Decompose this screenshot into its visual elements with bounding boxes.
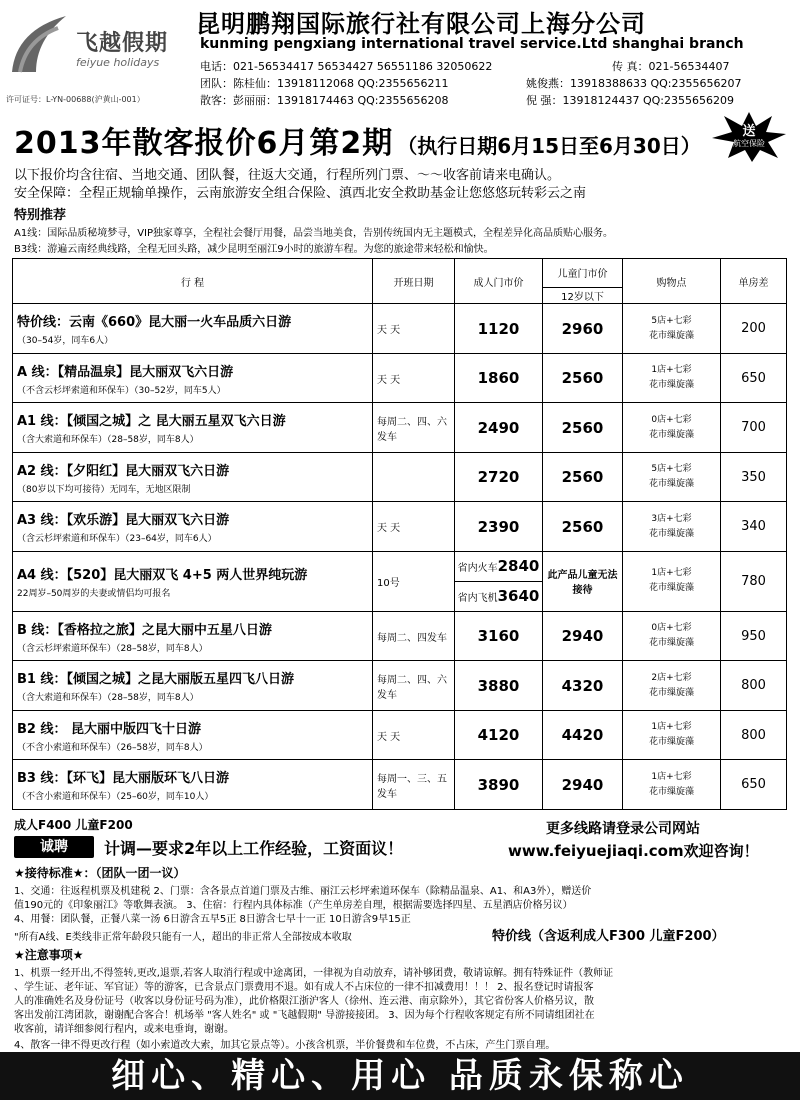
route-shop: 1店+七彩 花市缫旋藻 <box>623 353 721 403</box>
logo-brand: 飞越假期 <box>76 31 169 56</box>
hiring-badge: 诚聘 <box>14 836 94 858</box>
a4-plane-price: 省内飞机 3640 <box>457 587 540 606</box>
intro-line-1: 以下报价均含往宿、当地交通、团队餐，往返大交通，行程所列门票、～～收客前请来电确认。 <box>14 168 561 183</box>
table-row <box>13 502 787 552</box>
route-diff: 780 <box>721 552 787 612</box>
table-row <box>13 611 787 661</box>
intro-line-2: 安全保障：全程正规输单操作，云南旅游安全组合保险、滇西北安全救助基金让您悠悠玩转彩云之南 <box>14 186 587 201</box>
header-adult: 成人门市价 <box>455 259 543 304</box>
route-date: 天 天 <box>373 502 455 552</box>
route-child-price: 4320 <box>543 661 623 711</box>
fax-line: 传 真：021-56534407 <box>612 60 730 73</box>
header-child-age: 12岁以下 <box>543 287 623 304</box>
license-number: 许可证号：L-YN-00688(沪黄山-001） <box>6 95 145 104</box>
route-adult-price: 3160 <box>455 611 543 661</box>
route-diff: 650 <box>721 760 787 810</box>
notes-title: ★注意事项★ <box>14 948 84 962</box>
route-adult-price: 2720 <box>455 452 543 502</box>
route-diff: 340 <box>721 502 787 552</box>
table-row <box>13 452 787 502</box>
route-name: 特价线：云南《660》昆大丽一火车品质六日游 <box>17 315 292 331</box>
route-shop: 0店+七彩 花市缫旋藻 <box>623 403 721 453</box>
route-child-price: 2960 <box>543 304 623 354</box>
route-name: A1 线：【倾国之城】之 昆大丽五星双飞六日游 <box>17 414 286 430</box>
header-shop: 购物点 <box>623 259 721 304</box>
a4-price-split <box>455 552 542 611</box>
sanke-contact: 散客：彭丽丽：13918174463 QQ:2355656208 <box>200 94 449 107</box>
star-top-text: 送 <box>742 124 756 139</box>
table-row <box>13 353 787 403</box>
route-adult-price: 1120 <box>455 304 543 354</box>
route-shop: 2店+七彩 花市缫旋藻 <box>623 661 721 711</box>
route-diff: 950 <box>721 611 787 661</box>
route-date: 每周二、四、六发车 <box>373 661 455 711</box>
route-date <box>373 452 455 502</box>
return-prices: 成人F400 儿童F200 <box>14 818 133 832</box>
title-sub: （执行日期6月15日至6月30日） <box>397 134 701 158</box>
ni-contact: 倪 强：13918124437 QQ:2355656209 <box>526 94 734 107</box>
route-adult-price: 4120 <box>455 710 543 760</box>
route-child-price: 2560 <box>543 452 623 502</box>
phone-line: 电话：021-56534417 56534427 56551186 32050622 <box>200 60 493 73</box>
table-row <box>13 304 787 354</box>
standards-line-4: "所有A线、E类线非正常年龄段只能有一人，超出的非正常人全部按成本收取 <box>14 932 352 943</box>
route-child-price: 2560 <box>543 353 623 403</box>
route-child-price: 2560 <box>543 502 623 552</box>
standards-line-2: 值190元的《印象丽江》等歌舞表演。 3、住宿：行程内具体标准（产生单房差自理，根据需要选择四星、五星酒店价格另议） <box>14 900 573 911</box>
notes-line-1: 1、机票一经开出,不得签转,更改,退票,若客人取消行程或中途离团，一律视为自动放弃，请补够团费，敬请谅解。拥有特殊证件（教师证 <box>14 968 614 979</box>
route-diff: 700 <box>721 403 787 453</box>
route-child-price: 2940 <box>543 760 623 810</box>
a4-train-price: 省内火车 2840 <box>455 552 542 582</box>
header-diff: 单房差 <box>721 259 787 304</box>
rows-group-a <box>13 304 787 552</box>
insurance-star-badge <box>712 112 786 162</box>
company-name-en: kunming pengxiang international travel service.Ltd shanghai branch <box>200 36 744 52</box>
recommend-a1: A1线：国际品质秘境梦寻，VIP独家尊享，全程社会餐厅用餐，品尝当地美食，告别传统国内无主题模式，全程差异化高品质贴心服务。 <box>14 228 614 239</box>
website-line: 更多线路请登录公司网站 <box>546 821 700 837</box>
star-bottom-text: 航空保险 <box>733 139 765 148</box>
header-child: 儿童门市价 <box>543 259 623 288</box>
route-note: （不含小索道和环保车）（25–60岁，同车10人） <box>17 792 214 803</box>
route-shop: 1店+七彩 花市缫旋藻 <box>623 552 721 612</box>
team-contact: 团队：陈桂仙：13918112068 QQ:2355656211 <box>200 77 449 90</box>
route-note: （不含云杉坪索道和环保车）（30–52岁，同车5人） <box>17 385 226 396</box>
route-name: B3 线：【环飞】昆大丽版环飞八日游 <box>17 771 229 787</box>
route-date: 每周二、四发车 <box>373 611 455 661</box>
route-name: A4 线：【520】昆大丽双飞 4+5 两人世界纯玩游 <box>17 567 308 583</box>
route-shop: 1店+七彩 花市缫旋藻 <box>623 710 721 760</box>
standards-title: ★接待标准★：（团队一团一议） <box>14 866 186 880</box>
route-note: （含云杉坪索道和环保车）（23–64岁，同车6人） <box>17 534 217 545</box>
notes-line-4: 客出发前江湾团款，谢谢配合客合！机场举 "客人姓名" 或 "飞越假期" 导游接接团。 3、因为每个行程收客规定有所不同请组团社在 <box>14 1010 595 1021</box>
route-shop: 5店+七彩 花市缫旋藻 <box>623 452 721 502</box>
logo-english: feiyue holidays <box>76 56 160 69</box>
notes-line-6: 4、散客一律不得更改行程（如小索道改大索，加其它景点等）。小孩含机票，半价餐费和车位费，不占床，产生门票自理。 <box>14 1040 556 1051</box>
route-name: A3 线：【欢乐游】昆大丽双飞六日游 <box>17 513 230 529</box>
route-price-table <box>12 258 787 810</box>
route-diff: 800 <box>721 661 787 711</box>
route-shop: 5店+七彩 花市缫旋藻 <box>623 304 721 354</box>
route-note: （80岁以下均可接待）无同车，无地区限制 <box>17 484 191 495</box>
title-main: 2013年散客报价6月第2期 <box>14 126 394 161</box>
route-diff: 800 <box>721 710 787 760</box>
route-note: （30–54岁，同车6人） <box>17 336 114 347</box>
route-note: （含大索道和环保车）（28–58岁，同车8人） <box>17 693 199 704</box>
route-diff: 350 <box>721 452 787 502</box>
route-date: 每周二、四、六发车 <box>373 403 455 453</box>
yao-contact: 姚俊燕：13918388633 QQ:2355656207 <box>526 77 742 90</box>
route-adult-price: 3890 <box>455 760 543 810</box>
notes-line-5: 收客前，请详细参阅行程内，或来电垂询，谢谢。 <box>14 1024 234 1035</box>
recommend-b3: B3线：游遍云南经典线路，全程无回头路，减少昆明至丽江9小时的旅游车程。为您的旅途带来轻松和愉快。 <box>14 244 494 255</box>
route-shop: 3店+七彩 花市缫旋藻 <box>623 502 721 552</box>
hiring-text: 计调—要求2年以上工作经验，工资面议！ <box>104 839 404 858</box>
route-adult-price: 1860 <box>455 353 543 403</box>
standards-line-1: 1、交通：往返程机票及机建税 2、门票：含各景点首道门票及古维、丽江云杉坪索道环保车（除精品温泉、A1、和A3外），赠送价 <box>14 886 592 897</box>
rows-group-b <box>13 611 787 809</box>
route-child-price: 2940 <box>543 611 623 661</box>
route-note: （含云杉坪索道环保车）（28–58岁，同车8人） <box>17 643 208 654</box>
slogan-banner: 细心、精心、用心 品质永保称心 <box>0 1052 800 1100</box>
table-row <box>13 760 787 810</box>
special-rebate-line: 特价线（含返利成人F300 儿童F200） <box>492 929 725 944</box>
route-note: 22周岁–50周岁的夫妻或情侣均可报名 <box>17 588 171 599</box>
route-shop: 0店+七彩 花市缫旋藻 <box>623 611 721 661</box>
route-child-price: 2560 <box>543 403 623 453</box>
table-row <box>13 661 787 711</box>
company-logo <box>6 4 196 94</box>
route-date: 10号 <box>373 552 455 612</box>
route-note: （含大索道和环保车）（28–58岁，同车8人） <box>17 435 199 446</box>
route-name: B 线：【香格拉之旅】之昆大丽中五星八日游 <box>17 622 272 638</box>
route-diff: 200 <box>721 304 787 354</box>
recommend-title: 特别推荐 <box>14 208 67 223</box>
table-row-a4 <box>13 552 787 612</box>
route-name: B2 线： 昆大丽中版四飞十日游 <box>17 721 202 737</box>
website-url[interactable]: www.feiyuejiaqi.com欢迎咨询！ <box>508 842 759 860</box>
route-date: 天 天 <box>373 353 455 403</box>
route-child-price: 4420 <box>543 710 623 760</box>
route-diff: 650 <box>721 353 787 403</box>
a4-child-note: 此产品儿童无法接待 <box>543 552 623 612</box>
table-header-row <box>13 259 787 288</box>
route-note: （不含小索道和环保车）（26–58岁，同车8人） <box>17 742 208 753</box>
table-row <box>13 710 787 760</box>
route-shop: 1店+七彩 花市缫旋藻 <box>623 760 721 810</box>
header <box>0 0 800 108</box>
notes-line-3: 人的准确姓名及身份证号（收客以身份证号码为准），此价格限江浙沪客人（徐州、连云港、南京除外），其它省份客人价格另议，散 <box>14 996 594 1007</box>
company-name-cn: 昆明鹏翔国际旅行社有限公司上海分公司 <box>196 9 646 38</box>
notes-line-2: 、学生证、老年证、军官证）等的游客，已含景点门票费用不退。如有成人不占床位的一律不扣减费用！！！ 2、报名登记时请报客 <box>14 982 594 993</box>
route-adult-price: 3880 <box>455 661 543 711</box>
header-route: 行 程 <box>13 259 373 304</box>
route-date: 天 天 <box>373 304 455 354</box>
route-date: 每周一、三、五发车 <box>373 760 455 810</box>
route-name: A2 线：【夕阳红】昆大丽双飞六日游 <box>17 463 230 479</box>
route-name: A 线：【精品温泉】昆大丽双飞六日游 <box>17 364 234 380</box>
standards-line-3: 4、用餐：团队餐，正餐八菜一汤 6日游含五早5正 8日游含七早十一正 10日游含9早15正 <box>14 914 411 925</box>
logo-swoosh-icon <box>6 10 76 80</box>
header-date: 开班日期 <box>373 259 455 304</box>
route-adult-price: 2490 <box>455 403 543 453</box>
route-adult-price: 2390 <box>455 502 543 552</box>
route-date: 天 天 <box>373 710 455 760</box>
page-title <box>14 118 701 162</box>
route-name: B1 线：【倾国之城】之昆大丽版五星四飞八日游 <box>17 672 294 688</box>
table-row <box>13 403 787 453</box>
